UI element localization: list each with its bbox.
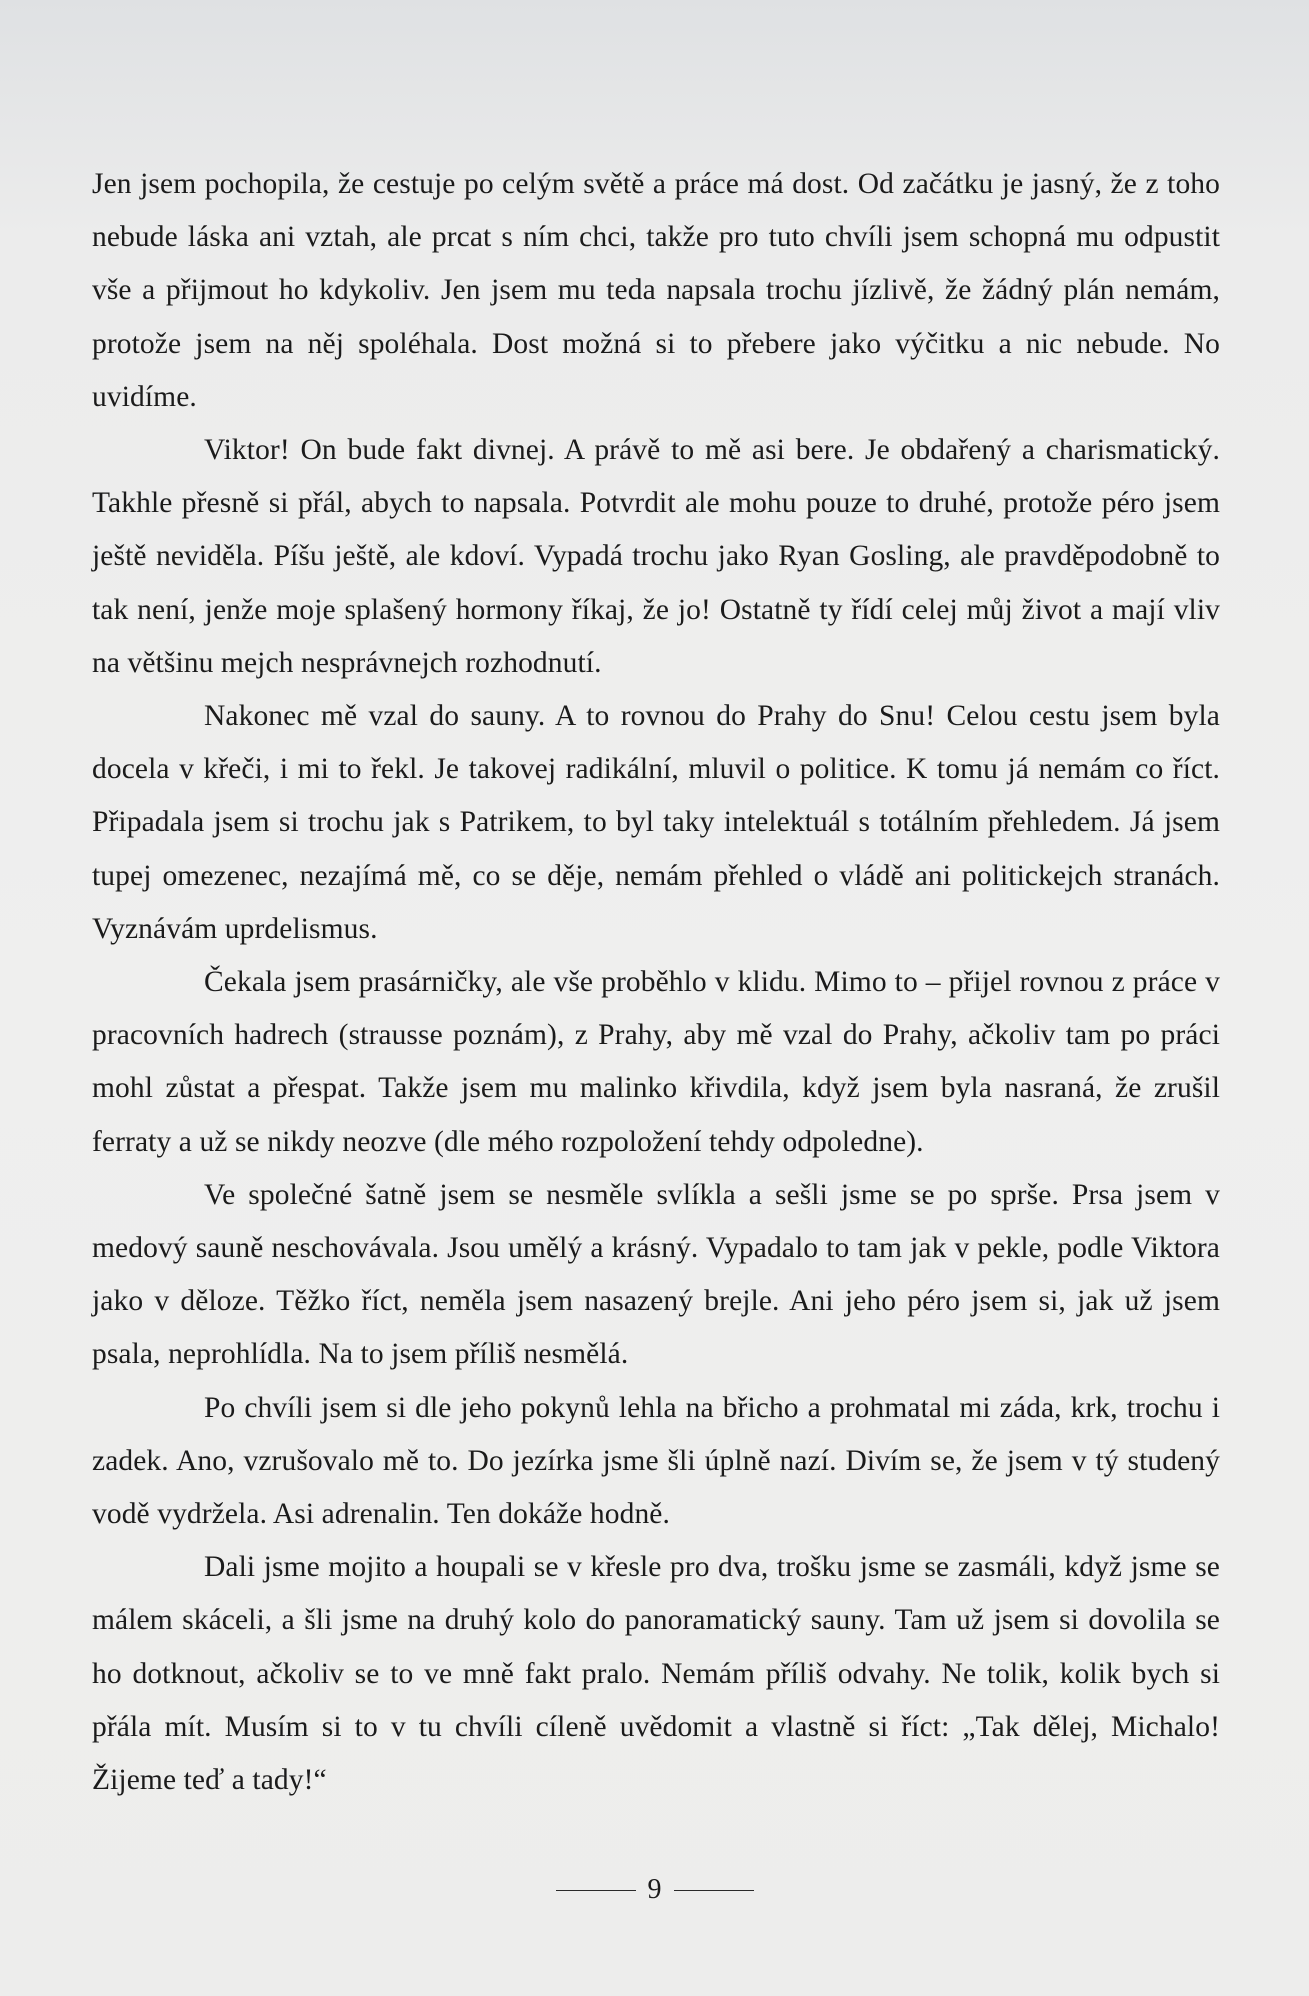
paragraph-3: Nakonec mě vzal do sauny. A to rovnou do Prahy do Snu! Celou cestu jsem byla docela v křeči, i mi to řekl. Je takovej radikální, mluvil o politice. K tomu já nemám co říct. Připadala jsem si trochu jak s Patrikem, to byl taky intelektuál s totálním přehledem. Já jsem tupej omezenec, nezajímá mě, co se děje, nemám přehled o vládě ani politickejch stranách. Vyznávám uprdelismus. (92, 700, 1220, 945)
paragraph-1: Jen jsem pochopila, že cestuje po celým světě a práce má dost. Od začátku je jasný, že z toho nebude láska ani vztah, ale prcat s ním chci, takže pro tuto chvíli jsem schopná mu odpustit vše a přijmout ho kdykoliv. Jen jsem mu teda napsala trochu jízlivě, že žádný plán nemám, protože jsem na něj spoléhala. Dost možná si to přebere jako výčitku a nic nebude. No uvidíme. (92, 168, 1220, 413)
footer-rule-right (674, 1890, 754, 1891)
paragraph-7: Dali jsme mojito a houpali se v křesle pro dva, trošku jsme se zasmáli, když jsme se málem skáceli, a šli jsme na druhý kolo do panoramatický sauny. Tam už jsem si dovolila se ho dotknout, ačkoliv se to ve mně fakt pralo. Nemám příliš odvahy. Ne tolik, kolik bych si přála mít. Musím si to v tu chvíli cíleně uvědomit a vlastně si říct: „Tak dělej, Michalo! Žijeme teď a tady!“ (92, 1551, 1220, 1797)
paragraph-4: Čekala jsem prasárničky, ale vše proběhlo v klidu. Mimo to – přijel rovnou z práce v pracovních hadrech (strausse poznám), z Prahy, aby mě vzal do Prahy, ačkoliv tam po práci mohl zůstat a přespat. Takže jsem mu malinko křivdila, když jsem byla nasraná, že zrušil ferraty a už se nikdy neozve (dle mého rozpoložení tehdy odpoledne). (92, 966, 1220, 1158)
page-number: 9 (647, 1874, 662, 1905)
footer-rule-left (556, 1890, 636, 1891)
body-text (92, 158, 1220, 1807)
paragraph-2: Viktor! On bude fakt divnej. A právě to mě asi bere. Je obdařený a charismatický. Takhle přesně si přál, abych to napsala. Potvrdit ale mohu pouze to druhé, protože péro jsem ještě neviděla. Píšu ještě, ale kdoví. Vypadá trochu jako Ryan Gosling, ale pravděpodobně to tak není, jenže moje splašený hormony říkaj, že jo! Ostatně ty řídí celej můj život a mají vliv na většinu mejch nesprávnejch rozhodnutí. (92, 434, 1220, 679)
page-footer (0, 1872, 1309, 1908)
paragraph-6: Po chvíli jsem si dle jeho pokynů lehla na břicho a prohmatal mi záda, krk, trochu i zadek. Ano, vzrušovalo mě to. Do jezírka jsme šli úplně nazí. Divím se, že jsem v tý studený vodě vydržela. Asi adrenalin. Ten dokáže hodně. (92, 1391, 1220, 1531)
paragraph-5: Ve společné šatně jsem se nesměle svlíkla a sešli jsme se po sprše. Prsa jsem v medový sauně neschovávala. Jsou umělý a krásný. Vypadalo to tam jak v pekle, podle Viktora jako v děloze. Těžko říct, neměla jsem nasazený brejle. Ani jeho péro jsem si, jak už jsem psala, neprohlídla. Na to jsem příliš nesmělá. (92, 1178, 1220, 1371)
